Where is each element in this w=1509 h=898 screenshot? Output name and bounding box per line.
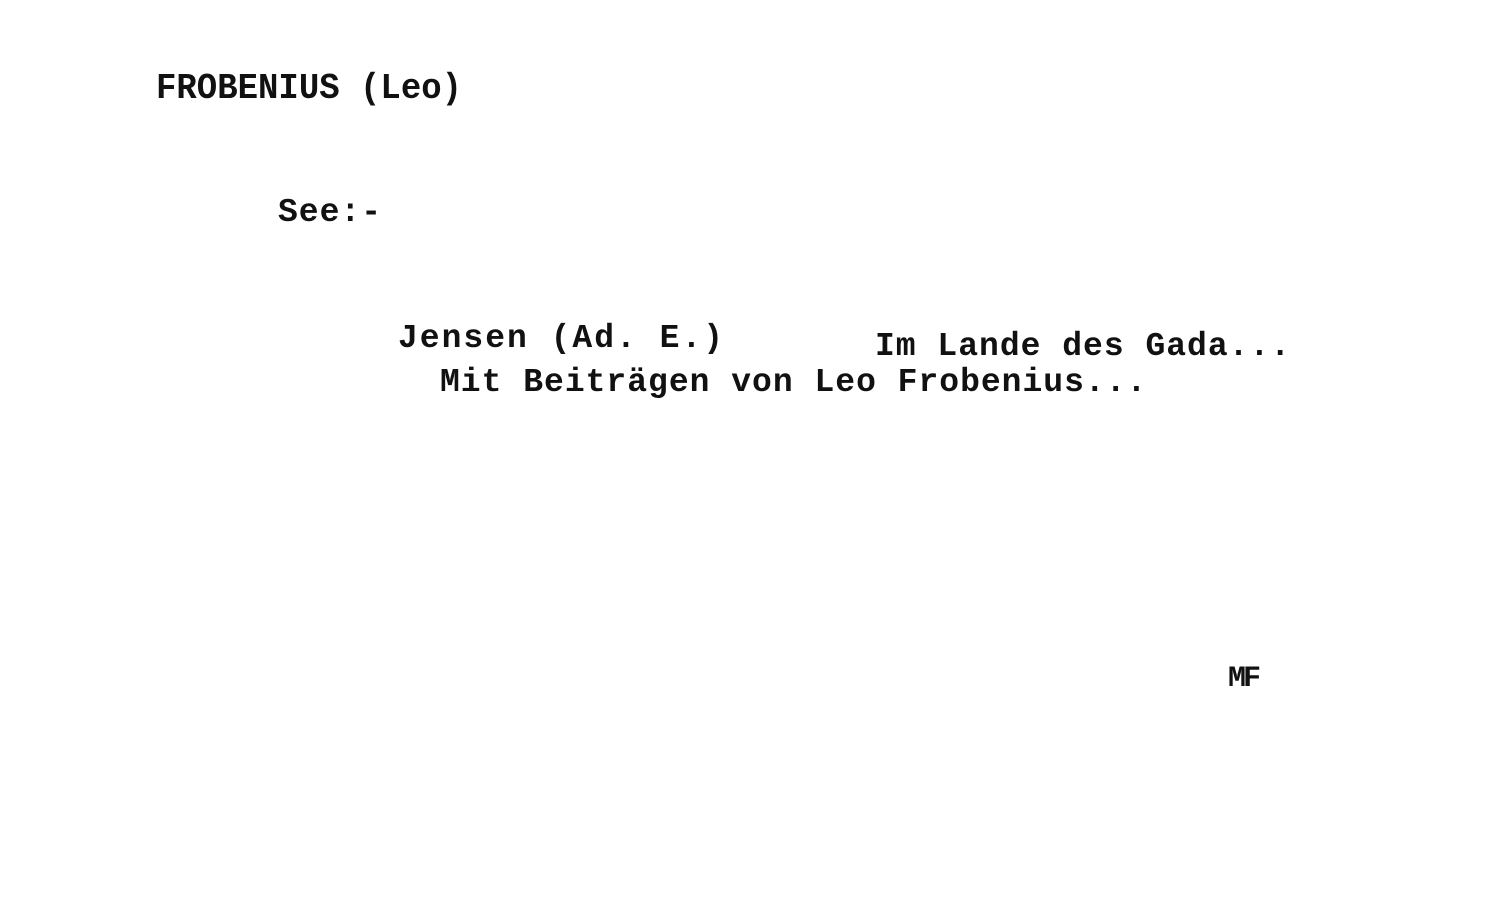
- card-heading: FROBENIUS (Leo): [156, 69, 463, 110]
- reference-note: Mit Beiträgen von Leo Frobenius...: [440, 364, 1148, 401]
- reference-title: Im Lande des Gada...: [875, 328, 1292, 365]
- see-label: See:-: [278, 194, 383, 231]
- catalog-mark: MF: [1228, 662, 1259, 696]
- reference-author: Jensen (Ad. E.): [398, 320, 726, 357]
